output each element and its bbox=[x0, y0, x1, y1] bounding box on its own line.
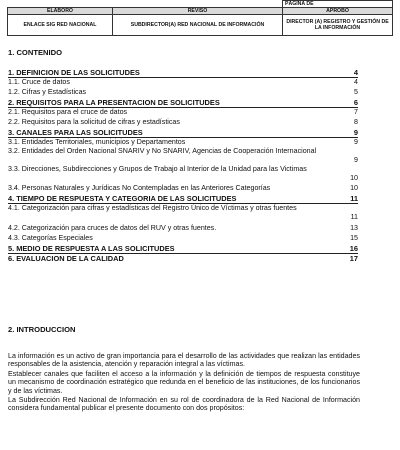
toc-entry[interactable]: 5. MEDIO DE RESPUESTA A LAS SOLICITUDES 16 bbox=[8, 244, 358, 253]
toc-entry[interactable]: 1.1. Cruce de datos 4 bbox=[8, 78, 358, 86]
intro-paragraph: La información es un activo de gran importancia para el desarrollo de las actividades que realizan las entidades responsables de la asistencia, atención y reparación integral a las víctimas. bbox=[8, 352, 360, 369]
introduccion-heading: 2. INTRODUCCION bbox=[8, 325, 76, 334]
toc-entry[interactable]: 2. REQUISITOS PARA LA PRESENTACION DE SOLICITUDES 6 bbox=[8, 98, 358, 107]
toc-entry[interactable]: 3. CANALES PARA LAS SOLICITUDES 9 bbox=[8, 128, 358, 137]
introduction-body bbox=[8, 352, 360, 414]
value-aprobo: DIRECTOR (A) REGISTRO Y GESTIÓN DE LA INFORMACIÓN bbox=[283, 15, 393, 36]
page-label: PÁGINA DE bbox=[283, 1, 393, 8]
column-elaboro: ELABORÓ bbox=[8, 8, 113, 15]
value-reviso: SUBDIRECTOR(A) RED NACIONAL DE INFORMACIÓN bbox=[113, 15, 283, 36]
toc-entry[interactable]: 6. EVALUACION DE LA CALIDAD 17 bbox=[8, 254, 358, 263]
toc-entry[interactable]: 4.3. Categorías Especiales 15 bbox=[8, 234, 358, 242]
contenido-heading: 1. CONTENIDO bbox=[8, 48, 63, 57]
approval-table bbox=[7, 0, 393, 36]
toc-entry[interactable]: 3.3. Direcciones, Subdirecciones y Grupos de Trabajo al Interior de la Unidad para las Victimas 10 bbox=[8, 165, 358, 182]
toc-entry[interactable]: 4.2. Categorización para cruces de datos del RUV y otras fuentes. 13 bbox=[8, 224, 358, 232]
intro-paragraph: La Subdirección Red Nacional de Información en su rol de coordinadora de la Red Nacional de Información considera fundamental publicar el presente documento con dos propósitos: bbox=[8, 396, 360, 413]
toc-entry[interactable]: 3.2. Entidades del Orden Nacional SNARIV y No SNARIV, Agencias de Cooperación Internacional 9 bbox=[8, 147, 358, 164]
toc-entry[interactable]: 1.2. Cifras y Estadísticas 5 bbox=[8, 88, 358, 96]
value-elaboro: ENLACE SIG RED NACIONAL bbox=[8, 15, 113, 36]
toc-entry[interactable]: 2.1. Requisitos para el cruce de datos 7 bbox=[8, 108, 358, 116]
toc-entry[interactable]: 2.2. Requisitos para la solicitud de cifras y estadísticas 8 bbox=[8, 118, 358, 126]
toc-entry[interactable]: 4. TIEMPO DE RESPUESTA Y CATEGORIA DE LAS SOLICITUDES 11 bbox=[8, 194, 358, 203]
toc-entry[interactable]: 4.1. Categorización para cifras y estadísticas del Registro Único de Víctimas y otras fuentes 11 bbox=[8, 204, 358, 221]
toc-entry[interactable]: 3.1. Entidades Territoriales, municipios y Departamentos 9 bbox=[8, 138, 358, 146]
intro-paragraph: Establecer canales que faciliten el acceso a la información y la definición de tiempos de respuesta constituye un mecanismo de coordinación estratégico que redunda en el beneficio de las instituciones, de los funcionarios y de las víctimas. bbox=[8, 369, 360, 395]
column-aprobo: APROBÓ bbox=[283, 8, 393, 15]
toc-entry[interactable]: 1. DEFINICION DE LAS SOLICITUDES 4 bbox=[8, 68, 358, 77]
toc-entry[interactable]: 3.4. Personas Naturales y Jurídicas No Contempladas en las Anteriores Categorías 10 bbox=[8, 184, 358, 192]
column-reviso: REVISÓ bbox=[113, 8, 283, 15]
